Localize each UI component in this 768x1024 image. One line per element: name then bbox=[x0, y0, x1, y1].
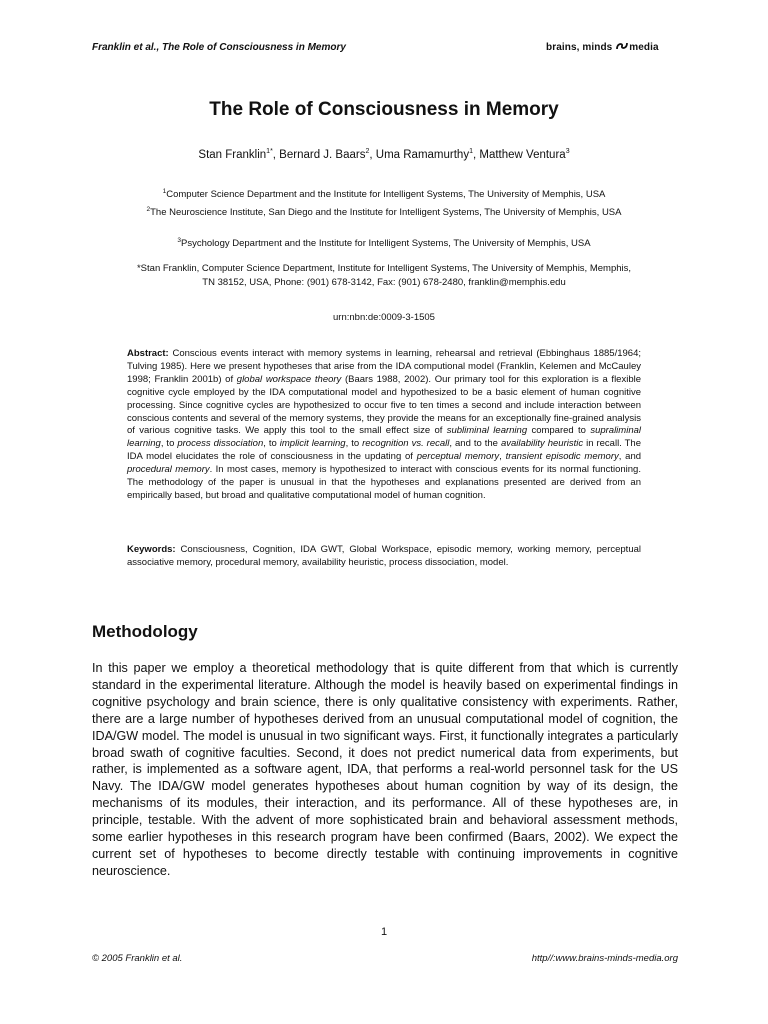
urn-identifier: urn:nbn:de:0009-3-1505 bbox=[333, 312, 435, 323]
keywords-label: Keywords: bbox=[127, 544, 176, 555]
aff-sup: 3 bbox=[177, 237, 182, 244]
abstract-text: in recall. The IDA model elucidates the role of consciousness in the updating of bbox=[127, 438, 641, 463]
affiliation-1 bbox=[130, 185, 638, 202]
author-name: , Uma Ramamurthy bbox=[369, 148, 470, 161]
footer-copyright: © 2005 Franklin et al. bbox=[92, 953, 183, 964]
aff-sup: 1 bbox=[162, 188, 167, 195]
abstract-text: , to bbox=[345, 438, 363, 450]
abstract bbox=[127, 348, 641, 503]
section-heading: Methodology bbox=[92, 622, 198, 641]
abstract-italic: global workspace theory bbox=[236, 373, 342, 385]
keywords-text: Consciousness, Cognition, IDA GWT, Global Workspace, episodic memory, working memory, perceptual associative memory, procedural memory, availability heuristic, process dissociation, model. bbox=[127, 544, 641, 568]
loop-icon bbox=[615, 41, 629, 51]
affiliation-3 bbox=[130, 234, 638, 251]
abstract-text: compared to bbox=[527, 425, 591, 437]
abstract-text: . In most cases, memory is hypothesized to interact with conscious events for its normal functioning. The methodology of the paper is unusual in that the hypotheses and explanations presented are derived from an empirically based, but broad and qualitative computational model of human cognition. bbox=[127, 464, 641, 501]
page-number: 1 bbox=[380, 926, 388, 938]
abstract-text: (Baars 1988, 2002). Our primary tool for this exploration is a flexible cognitive cycle employed by the IDA computational model and hypothesized to be a basic element of human cognitive processing. Since cognitive cycles are hypothesized to occur five to ten times a second and include interaction between conscious contents and several of the memory systems, they provide the means for an exceptionally fine-grained analysis of various cognitive tasks. We apply this tool to the small effect size of bbox=[127, 373, 642, 437]
abstract-italic: subliminal learning bbox=[446, 425, 528, 437]
section-body: In this paper we employ a theoretical methodology that is quite different from that which is currently standard in the experimental literature. Although the model is heavily based on experimental findings in cognitive psychology and brain science, there is only qualitative consistency with experiments. Rather, there are a large number of hypotheses derived from an unusual computational model of cognition, the IDA/GW model. The model is unusual in two significant ways. First, it functionally integrates a particularly broad swath of cognitive faculties. Second, it does not predict numerical data from experiments, but rather, is implemented as a software agent, IDA, that performs a real-world personnel task for the US Navy. The IDA/GW model generates hypotheses about human cognition by way of its design, the mechanisms of its modules, their interaction, and its performance. All of these hypotheses are, in principle, testable. With the advent of more sophisticated brain and behavioral assessment methods, some earlier hypotheses in this research program have been confirmed (Baars, 2002). We expect the current set of hypotheses to become directly testable with continuing improvements in cognitive neuroscience. bbox=[92, 661, 678, 878]
aff-text: Computer Science Department and the Institute for Intelligent Systems, The University of Memphis, USA bbox=[166, 189, 606, 201]
abstract-italic: supraliminal learning bbox=[127, 425, 641, 450]
abstract-text: , and bbox=[618, 451, 642, 463]
abstract-italic: transient episodic memory bbox=[505, 451, 619, 463]
running-header: Franklin et al., The Role of Consciousness in Memory bbox=[92, 42, 346, 53]
aff-text: Psychology Department and the Institute for Intelligent Systems, The University of Memphis, USA bbox=[181, 238, 591, 250]
aff-text: The Neuroscience Institute, San Diego and the Institute for Intelligent Systems, The University of Memphis, USA bbox=[150, 207, 622, 219]
abstract-italic: process dissociation bbox=[177, 438, 264, 450]
abstract-text: Conscious events interact with memory systems in learning, rehearsal and retrieval (Ebbinghaus 1885/1964; Tulving 1985). Here we present hypotheses that arise from the IDA computional model (Franklin, Kelemen and McCauley 1998; Franklin 2001b) of bbox=[127, 348, 641, 385]
author-sup: 1* bbox=[266, 148, 273, 155]
author-sup: 3 bbox=[565, 148, 570, 155]
journal-logo bbox=[546, 41, 659, 53]
author-sup: 2 bbox=[365, 148, 370, 155]
aff-sup: 2 bbox=[146, 206, 151, 213]
abstract-italic: availability heuristic bbox=[500, 438, 584, 450]
correspondence: *Stan Franklin, Computer Science Department, Institute for Intelligent Systems, The University of Memphis, Memphis, TN 38152, USA, Phone: (901) 678-3142, Fax: (901) 678-2480, franklin@memphis.edu bbox=[136, 263, 632, 288]
abstract-italic: recognition vs. recall bbox=[362, 438, 450, 450]
author-name: , Matthew Ventura bbox=[472, 148, 566, 161]
footer-url: http//:www.brains-minds-media.org bbox=[531, 953, 678, 964]
abstract-text: , to bbox=[263, 438, 280, 450]
author-list bbox=[0, 148, 768, 161]
logo-text-a: brains, minds bbox=[546, 42, 616, 53]
abstract-italic: implicit learning bbox=[279, 438, 346, 450]
abstract-italic: procedural memory bbox=[127, 464, 210, 476]
abstract-text: , and to the bbox=[449, 438, 501, 450]
author-name: , Bernard J. Baars bbox=[272, 148, 366, 161]
abstract-italic: perceptual memory bbox=[416, 451, 500, 463]
author-sup: 1 bbox=[469, 148, 473, 155]
abstract-text: , to bbox=[160, 438, 178, 450]
affiliation-2 bbox=[130, 203, 638, 220]
keywords bbox=[127, 544, 641, 570]
author-name: Stan Franklin bbox=[198, 148, 267, 161]
abstract-label: Abstract: bbox=[127, 348, 169, 359]
paper-title: The Role of Consciousness in Memory bbox=[209, 99, 559, 120]
abstract-text: , bbox=[499, 451, 506, 463]
logo-text-b: media bbox=[629, 42, 659, 53]
